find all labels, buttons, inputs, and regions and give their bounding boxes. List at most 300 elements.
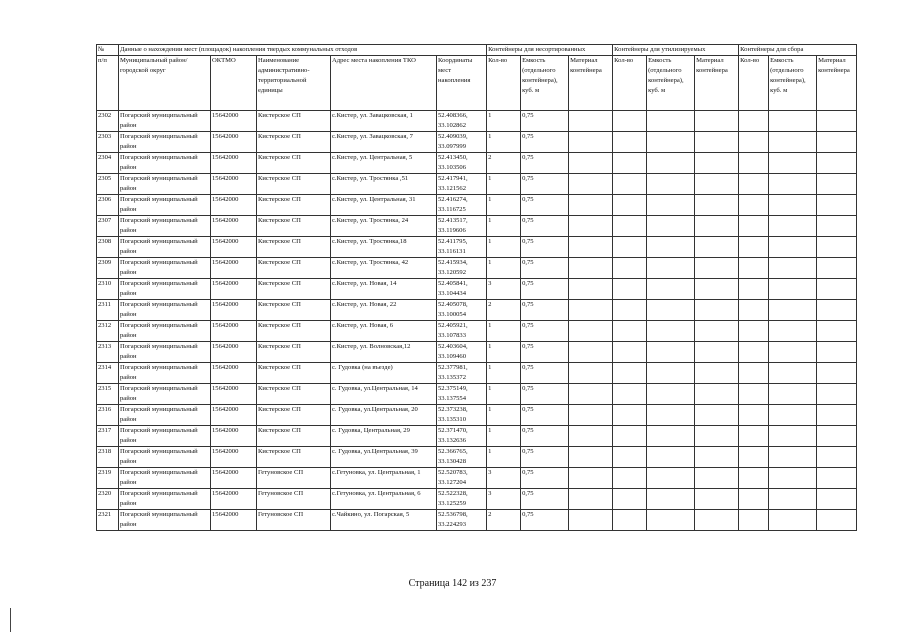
cell-address: с.Кистер, ул. Завацковская, 7: [331, 132, 437, 153]
header-row-1: [97, 45, 857, 56]
cell-empty: [739, 321, 769, 342]
cell-empty: [769, 468, 817, 489]
cell-empty: [613, 237, 647, 258]
table-row: [97, 447, 857, 468]
cell-unsorted-capacity: 0,75: [521, 300, 569, 321]
cell-empty: [569, 342, 613, 363]
cell-unit: Кистерское СП: [257, 300, 331, 321]
cell-empty: [647, 342, 695, 363]
cell-unit: Гетуновское СП: [257, 510, 331, 531]
cell-oktmo: 15642000: [211, 426, 257, 447]
cell-coordinates: 52.413517, 33.119606: [437, 216, 487, 237]
cell-unsorted-capacity: 0,75: [521, 447, 569, 468]
cell-district: Погарский муниципальный район: [119, 237, 211, 258]
cell-address: с.Чайкино, ул. Погарская, 5: [331, 510, 437, 531]
cell-oktmo: 15642000: [211, 447, 257, 468]
cell-empty: [817, 258, 857, 279]
cell-unsorted-qty: 2: [487, 510, 521, 531]
cell-empty: [769, 489, 817, 510]
cell-address: с.Гетуновка, ул. Центральная, 1: [331, 468, 437, 489]
header-no: №: [97, 45, 119, 56]
table-row: [97, 174, 857, 195]
cell-empty: [739, 363, 769, 384]
cell-district: Погарский муниципальный район: [119, 489, 211, 510]
cell-coordinates: 52.411795, 33.116131: [437, 237, 487, 258]
cell-unit: Кистерское СП: [257, 111, 331, 132]
cell-empty: [569, 258, 613, 279]
cell-empty: [647, 279, 695, 300]
cell-empty: [613, 132, 647, 153]
cell-address: с.Кистер, ул. Центральная, 31: [331, 195, 437, 216]
cell-district: Погарский муниципальный район: [119, 195, 211, 216]
cell-address: с.Кистер, ул. Тростянка, 42: [331, 258, 437, 279]
cell-coordinates: 52.405921, 33.107833: [437, 321, 487, 342]
cell-empty: [769, 111, 817, 132]
table-row: [97, 237, 857, 258]
cell-empty: [695, 237, 739, 258]
cell-empty: [769, 258, 817, 279]
cell-unsorted-qty: 3: [487, 279, 521, 300]
cell-empty: [739, 132, 769, 153]
cell-coordinates: 52.520783, 33.127204: [437, 468, 487, 489]
header-unit: Наименование административно-территориальной единицы: [257, 56, 331, 111]
cell-empty: [817, 363, 857, 384]
cell-unsorted-capacity: 0,75: [521, 258, 569, 279]
cell-unsorted-capacity: 0,75: [521, 237, 569, 258]
cell-oktmo: 15642000: [211, 195, 257, 216]
cell-unit: Кистерское СП: [257, 321, 331, 342]
header-no2: п/п: [97, 56, 119, 111]
cell-empty: [769, 426, 817, 447]
table-body: [97, 45, 857, 531]
cell-empty: [739, 468, 769, 489]
cell-unsorted-capacity: 0,75: [521, 111, 569, 132]
cell-empty: [695, 132, 739, 153]
cell-unit: Кистерское СП: [257, 195, 331, 216]
cell-empty: [695, 300, 739, 321]
cell-empty: [613, 363, 647, 384]
cell-empty: [695, 342, 739, 363]
cell-empty: [569, 111, 613, 132]
cell-empty: [817, 426, 857, 447]
cell-empty: [613, 510, 647, 531]
cell-empty: [769, 447, 817, 468]
cell-empty: [613, 384, 647, 405]
cell-unsorted-qty: 1: [487, 426, 521, 447]
cell-district: Погарский муниципальный район: [119, 447, 211, 468]
table-row: [97, 384, 857, 405]
cell-number: 2312: [97, 321, 119, 342]
table-row: [97, 321, 857, 342]
cell-unsorted-qty: 1: [487, 405, 521, 426]
cell-unit: Кистерское СП: [257, 258, 331, 279]
cell-empty: [695, 111, 739, 132]
cell-empty: [647, 321, 695, 342]
cell-empty: [817, 174, 857, 195]
cell-empty: [569, 153, 613, 174]
cell-empty: [647, 510, 695, 531]
cell-coordinates: 52.413450, 33.103506: [437, 153, 487, 174]
cell-district: Погарский муниципальный район: [119, 153, 211, 174]
cell-empty: [569, 468, 613, 489]
cell-empty: [647, 111, 695, 132]
cell-empty: [739, 216, 769, 237]
cell-empty: [569, 279, 613, 300]
cell-district: Погарский муниципальный район: [119, 384, 211, 405]
cell-number: 2308: [97, 237, 119, 258]
cell-empty: [739, 510, 769, 531]
header-group-util: Контейнеры для утилизируемых: [613, 45, 739, 56]
cell-district: Погарский муниципальный район: [119, 174, 211, 195]
cell-empty: [739, 489, 769, 510]
cell-empty: [739, 153, 769, 174]
cell-address: с. Гудовка, Центральная, 29: [331, 426, 437, 447]
cell-unsorted-qty: 2: [487, 153, 521, 174]
cell-oktmo: 15642000: [211, 132, 257, 153]
header-group-unsorted: Контейнеры для несортированных: [487, 45, 613, 56]
cell-number: 2314: [97, 363, 119, 384]
cell-empty: [569, 132, 613, 153]
table-row: [97, 510, 857, 531]
cell-empty: [817, 195, 857, 216]
cell-coordinates: 52.408366, 33.102862: [437, 111, 487, 132]
cell-number: 2316: [97, 405, 119, 426]
cell-unsorted-capacity: 0,75: [521, 216, 569, 237]
cell-empty: [739, 384, 769, 405]
cell-oktmo: 15642000: [211, 174, 257, 195]
cell-empty: [569, 384, 613, 405]
table-row: [97, 216, 857, 237]
cell-unit: Кистерское СП: [257, 237, 331, 258]
header-coords: Координаты мест накопления: [437, 56, 487, 111]
table-row: [97, 489, 857, 510]
cell-number: 2307: [97, 216, 119, 237]
cell-coordinates: 52.371470, 33.132636: [437, 426, 487, 447]
cell-empty: [613, 489, 647, 510]
cell-number: 2306: [97, 195, 119, 216]
cell-empty: [817, 279, 857, 300]
table-row: [97, 300, 857, 321]
cell-unsorted-qty: 1: [487, 111, 521, 132]
cell-district: Погарский муниципальный район: [119, 111, 211, 132]
cell-unsorted-qty: 1: [487, 363, 521, 384]
header-util-material: Материал контейнера: [695, 56, 739, 111]
cell-empty: [647, 489, 695, 510]
cell-district: Погарский муниципальный район: [119, 279, 211, 300]
table-row: [97, 405, 857, 426]
cell-empty: [569, 300, 613, 321]
cell-unit: Кистерское СП: [257, 426, 331, 447]
cell-empty: [739, 174, 769, 195]
cell-unsorted-capacity: 0,75: [521, 279, 569, 300]
cell-empty: [769, 342, 817, 363]
cell-empty: [613, 447, 647, 468]
cell-oktmo: 15642000: [211, 342, 257, 363]
cell-oktmo: 15642000: [211, 300, 257, 321]
cell-empty: [817, 447, 857, 468]
cell-empty: [695, 153, 739, 174]
cell-oktmo: 15642000: [211, 279, 257, 300]
cell-empty: [769, 510, 817, 531]
table-row: [97, 111, 857, 132]
cell-unsorted-qty: 1: [487, 447, 521, 468]
cell-empty: [769, 384, 817, 405]
cell-unsorted-capacity: 0,75: [521, 132, 569, 153]
cell-unsorted-capacity: 0,75: [521, 174, 569, 195]
header-collect-qty: Кол-во: [739, 56, 769, 111]
cell-oktmo: 15642000: [211, 363, 257, 384]
cell-empty: [817, 237, 857, 258]
cell-empty: [817, 153, 857, 174]
register-table: [96, 44, 857, 531]
header-util-capacity: Емкость (отдельного контейнера), куб. м: [647, 56, 695, 111]
cell-unsorted-capacity: 0,75: [521, 153, 569, 174]
cell-unsorted-capacity: 0,75: [521, 405, 569, 426]
table-row: [97, 363, 857, 384]
cell-unsorted-qty: 1: [487, 237, 521, 258]
cell-empty: [769, 363, 817, 384]
cell-empty: [613, 153, 647, 174]
cell-address: с.Кистер, ул. Центральная, 5: [331, 153, 437, 174]
cell-unit: Кистерское СП: [257, 216, 331, 237]
header-collect-material: Материал контейнера: [817, 56, 857, 111]
cell-empty: [613, 426, 647, 447]
header-oktmo: ОКТМО: [211, 56, 257, 111]
header-address: Адрес места накопления ТКО: [331, 56, 437, 111]
cell-unit: Кистерское СП: [257, 174, 331, 195]
cell-empty: [769, 279, 817, 300]
cell-unsorted-qty: 1: [487, 384, 521, 405]
cell-empty: [647, 153, 695, 174]
cell-address: с. Гудовка (на въезде): [331, 363, 437, 384]
cell-empty: [695, 216, 739, 237]
cell-empty: [739, 342, 769, 363]
cell-unit: Кистерское СП: [257, 363, 331, 384]
cell-unit: Гетуновское СП: [257, 468, 331, 489]
cell-number: 2318: [97, 447, 119, 468]
page-number: Страница 142 из 237: [408, 578, 497, 589]
cell-coordinates: 52.417941, 33.121562: [437, 174, 487, 195]
cell-number: 2310: [97, 279, 119, 300]
cell-address: с.Кистер, ул. Тростянка, 24: [331, 216, 437, 237]
cell-number: 2309: [97, 258, 119, 279]
cell-empty: [769, 237, 817, 258]
cell-empty: [769, 174, 817, 195]
cell-empty: [647, 300, 695, 321]
cell-coordinates: 52.366765, 33.130428: [437, 447, 487, 468]
header-unsorted-material: Материал контейнера: [569, 56, 613, 111]
cell-oktmo: 15642000: [211, 489, 257, 510]
cell-empty: [613, 405, 647, 426]
cell-empty: [769, 321, 817, 342]
table-row: [97, 426, 857, 447]
cell-unsorted-qty: 1: [487, 321, 521, 342]
cell-empty: [647, 447, 695, 468]
cell-oktmo: 15642000: [211, 153, 257, 174]
cell-empty: [569, 216, 613, 237]
cell-coordinates: 52.403604, 33.109460: [437, 342, 487, 363]
cell-empty: [817, 468, 857, 489]
cell-unsorted-capacity: 0,75: [521, 363, 569, 384]
cell-unit: Кистерское СП: [257, 405, 331, 426]
cell-empty: [647, 426, 695, 447]
cell-unsorted-capacity: 0,75: [521, 426, 569, 447]
cell-empty: [613, 258, 647, 279]
cell-district: Погарский муниципальный район: [119, 300, 211, 321]
cell-unsorted-qty: 1: [487, 132, 521, 153]
cell-number: 2305: [97, 174, 119, 195]
cell-oktmo: 15642000: [211, 216, 257, 237]
cell-empty: [769, 132, 817, 153]
margin-mark: [10, 608, 11, 632]
cell-address: с.Кистер, ул. Новая, 6: [331, 321, 437, 342]
cell-empty: [739, 426, 769, 447]
cell-empty: [569, 447, 613, 468]
cell-empty: [739, 237, 769, 258]
cell-district: Погарский муниципальный район: [119, 468, 211, 489]
cell-empty: [739, 447, 769, 468]
cell-oktmo: 15642000: [211, 321, 257, 342]
cell-number: 2321: [97, 510, 119, 531]
cell-number: 2311: [97, 300, 119, 321]
header-district: Муниципальный район/городской округ: [119, 56, 211, 111]
cell-empty: [569, 195, 613, 216]
cell-oktmo: 15642000: [211, 237, 257, 258]
cell-coordinates: 52.415934, 33.120592: [437, 258, 487, 279]
cell-empty: [569, 489, 613, 510]
cell-coordinates: 52.536798, 33.224293: [437, 510, 487, 531]
cell-empty: [739, 258, 769, 279]
cell-coordinates: 52.522328, 33.125259: [437, 489, 487, 510]
cell-address: с.Кистер, ул. Тростянка,18: [331, 237, 437, 258]
cell-empty: [695, 405, 739, 426]
cell-empty: [695, 174, 739, 195]
cell-empty: [695, 489, 739, 510]
cell-coordinates: 52.416274, 33.116725: [437, 195, 487, 216]
cell-empty: [739, 111, 769, 132]
cell-empty: [769, 195, 817, 216]
cell-address: с.Кистер, ул. Завацковская, 1: [331, 111, 437, 132]
cell-empty: [647, 237, 695, 258]
cell-unit: Кистерское СП: [257, 279, 331, 300]
cell-number: 2303: [97, 132, 119, 153]
cell-empty: [817, 342, 857, 363]
table-row: [97, 342, 857, 363]
cell-empty: [613, 174, 647, 195]
cell-oktmo: 15642000: [211, 111, 257, 132]
cell-district: Погарский муниципальный район: [119, 132, 211, 153]
cell-number: 2317: [97, 426, 119, 447]
cell-unit: Кистерское СП: [257, 384, 331, 405]
cell-empty: [817, 405, 857, 426]
header-row-2: [97, 56, 857, 111]
cell-unit: Кистерское СП: [257, 153, 331, 174]
table-row: [97, 279, 857, 300]
cell-oktmo: 15642000: [211, 384, 257, 405]
cell-unsorted-capacity: 0,75: [521, 468, 569, 489]
cell-empty: [569, 237, 613, 258]
header-collect-capacity: Емкость (отдельного контейнера), куб. м: [769, 56, 817, 111]
cell-empty: [695, 426, 739, 447]
cell-coordinates: 52.377981, 33.135372: [437, 363, 487, 384]
cell-empty: [769, 216, 817, 237]
cell-empty: [569, 174, 613, 195]
cell-empty: [647, 132, 695, 153]
cell-empty: [739, 300, 769, 321]
header-util-qty: Кол-во: [613, 56, 647, 111]
cell-empty: [817, 216, 857, 237]
cell-empty: [695, 510, 739, 531]
cell-empty: [695, 279, 739, 300]
cell-district: Погарский муниципальный район: [119, 363, 211, 384]
cell-empty: [613, 195, 647, 216]
cell-empty: [817, 384, 857, 405]
cell-empty: [569, 363, 613, 384]
cell-address: с.Кистер, ул. Волновская,12: [331, 342, 437, 363]
cell-unsorted-qty: 1: [487, 216, 521, 237]
table-row: [97, 195, 857, 216]
cell-empty: [739, 279, 769, 300]
cell-empty: [647, 405, 695, 426]
cell-empty: [769, 153, 817, 174]
table-row: [97, 132, 857, 153]
cell-empty: [817, 321, 857, 342]
cell-empty: [647, 258, 695, 279]
cell-address: с. Гудовка, ул.Центральная, 39: [331, 447, 437, 468]
cell-empty: [739, 405, 769, 426]
cell-empty: [695, 363, 739, 384]
cell-empty: [613, 300, 647, 321]
cell-coordinates: 52.373238, 33.135310: [437, 405, 487, 426]
cell-unsorted-capacity: 0,75: [521, 384, 569, 405]
cell-unsorted-capacity: 0,75: [521, 195, 569, 216]
cell-empty: [769, 405, 817, 426]
cell-empty: [613, 111, 647, 132]
cell-empty: [817, 300, 857, 321]
cell-coordinates: 52.405078, 33.100054: [437, 300, 487, 321]
cell-district: Погарский муниципальный район: [119, 342, 211, 363]
cell-unsorted-qty: 1: [487, 342, 521, 363]
cell-empty: [695, 384, 739, 405]
cell-oktmo: 15642000: [211, 405, 257, 426]
table-row: [97, 153, 857, 174]
cell-empty: [817, 132, 857, 153]
cell-empty: [695, 258, 739, 279]
cell-empty: [769, 300, 817, 321]
cell-unit: Кистерское СП: [257, 447, 331, 468]
cell-district: Погарский муниципальный район: [119, 216, 211, 237]
cell-empty: [569, 510, 613, 531]
cell-empty: [817, 510, 857, 531]
cell-number: 2302: [97, 111, 119, 132]
cell-number: 2320: [97, 489, 119, 510]
cell-empty: [695, 447, 739, 468]
cell-empty: [647, 363, 695, 384]
cell-district: Погарский муниципальный район: [119, 510, 211, 531]
cell-unit: Кистерское СП: [257, 132, 331, 153]
cell-empty: [613, 321, 647, 342]
cell-coordinates: 52.375149, 33.137554: [437, 384, 487, 405]
cell-empty: [613, 279, 647, 300]
cell-number: 2313: [97, 342, 119, 363]
table-row: [97, 258, 857, 279]
header-group-collect: Контейнеры для сбора: [739, 45, 857, 56]
cell-unit: Кистерское СП: [257, 342, 331, 363]
header-group-data: Данные о нахождении мест (площадок) накопления твердых коммунальных отходов: [119, 45, 487, 56]
cell-address: с.Кистер, ул. Тростянка ,51: [331, 174, 437, 195]
cell-number: 2319: [97, 468, 119, 489]
cell-empty: [817, 489, 857, 510]
